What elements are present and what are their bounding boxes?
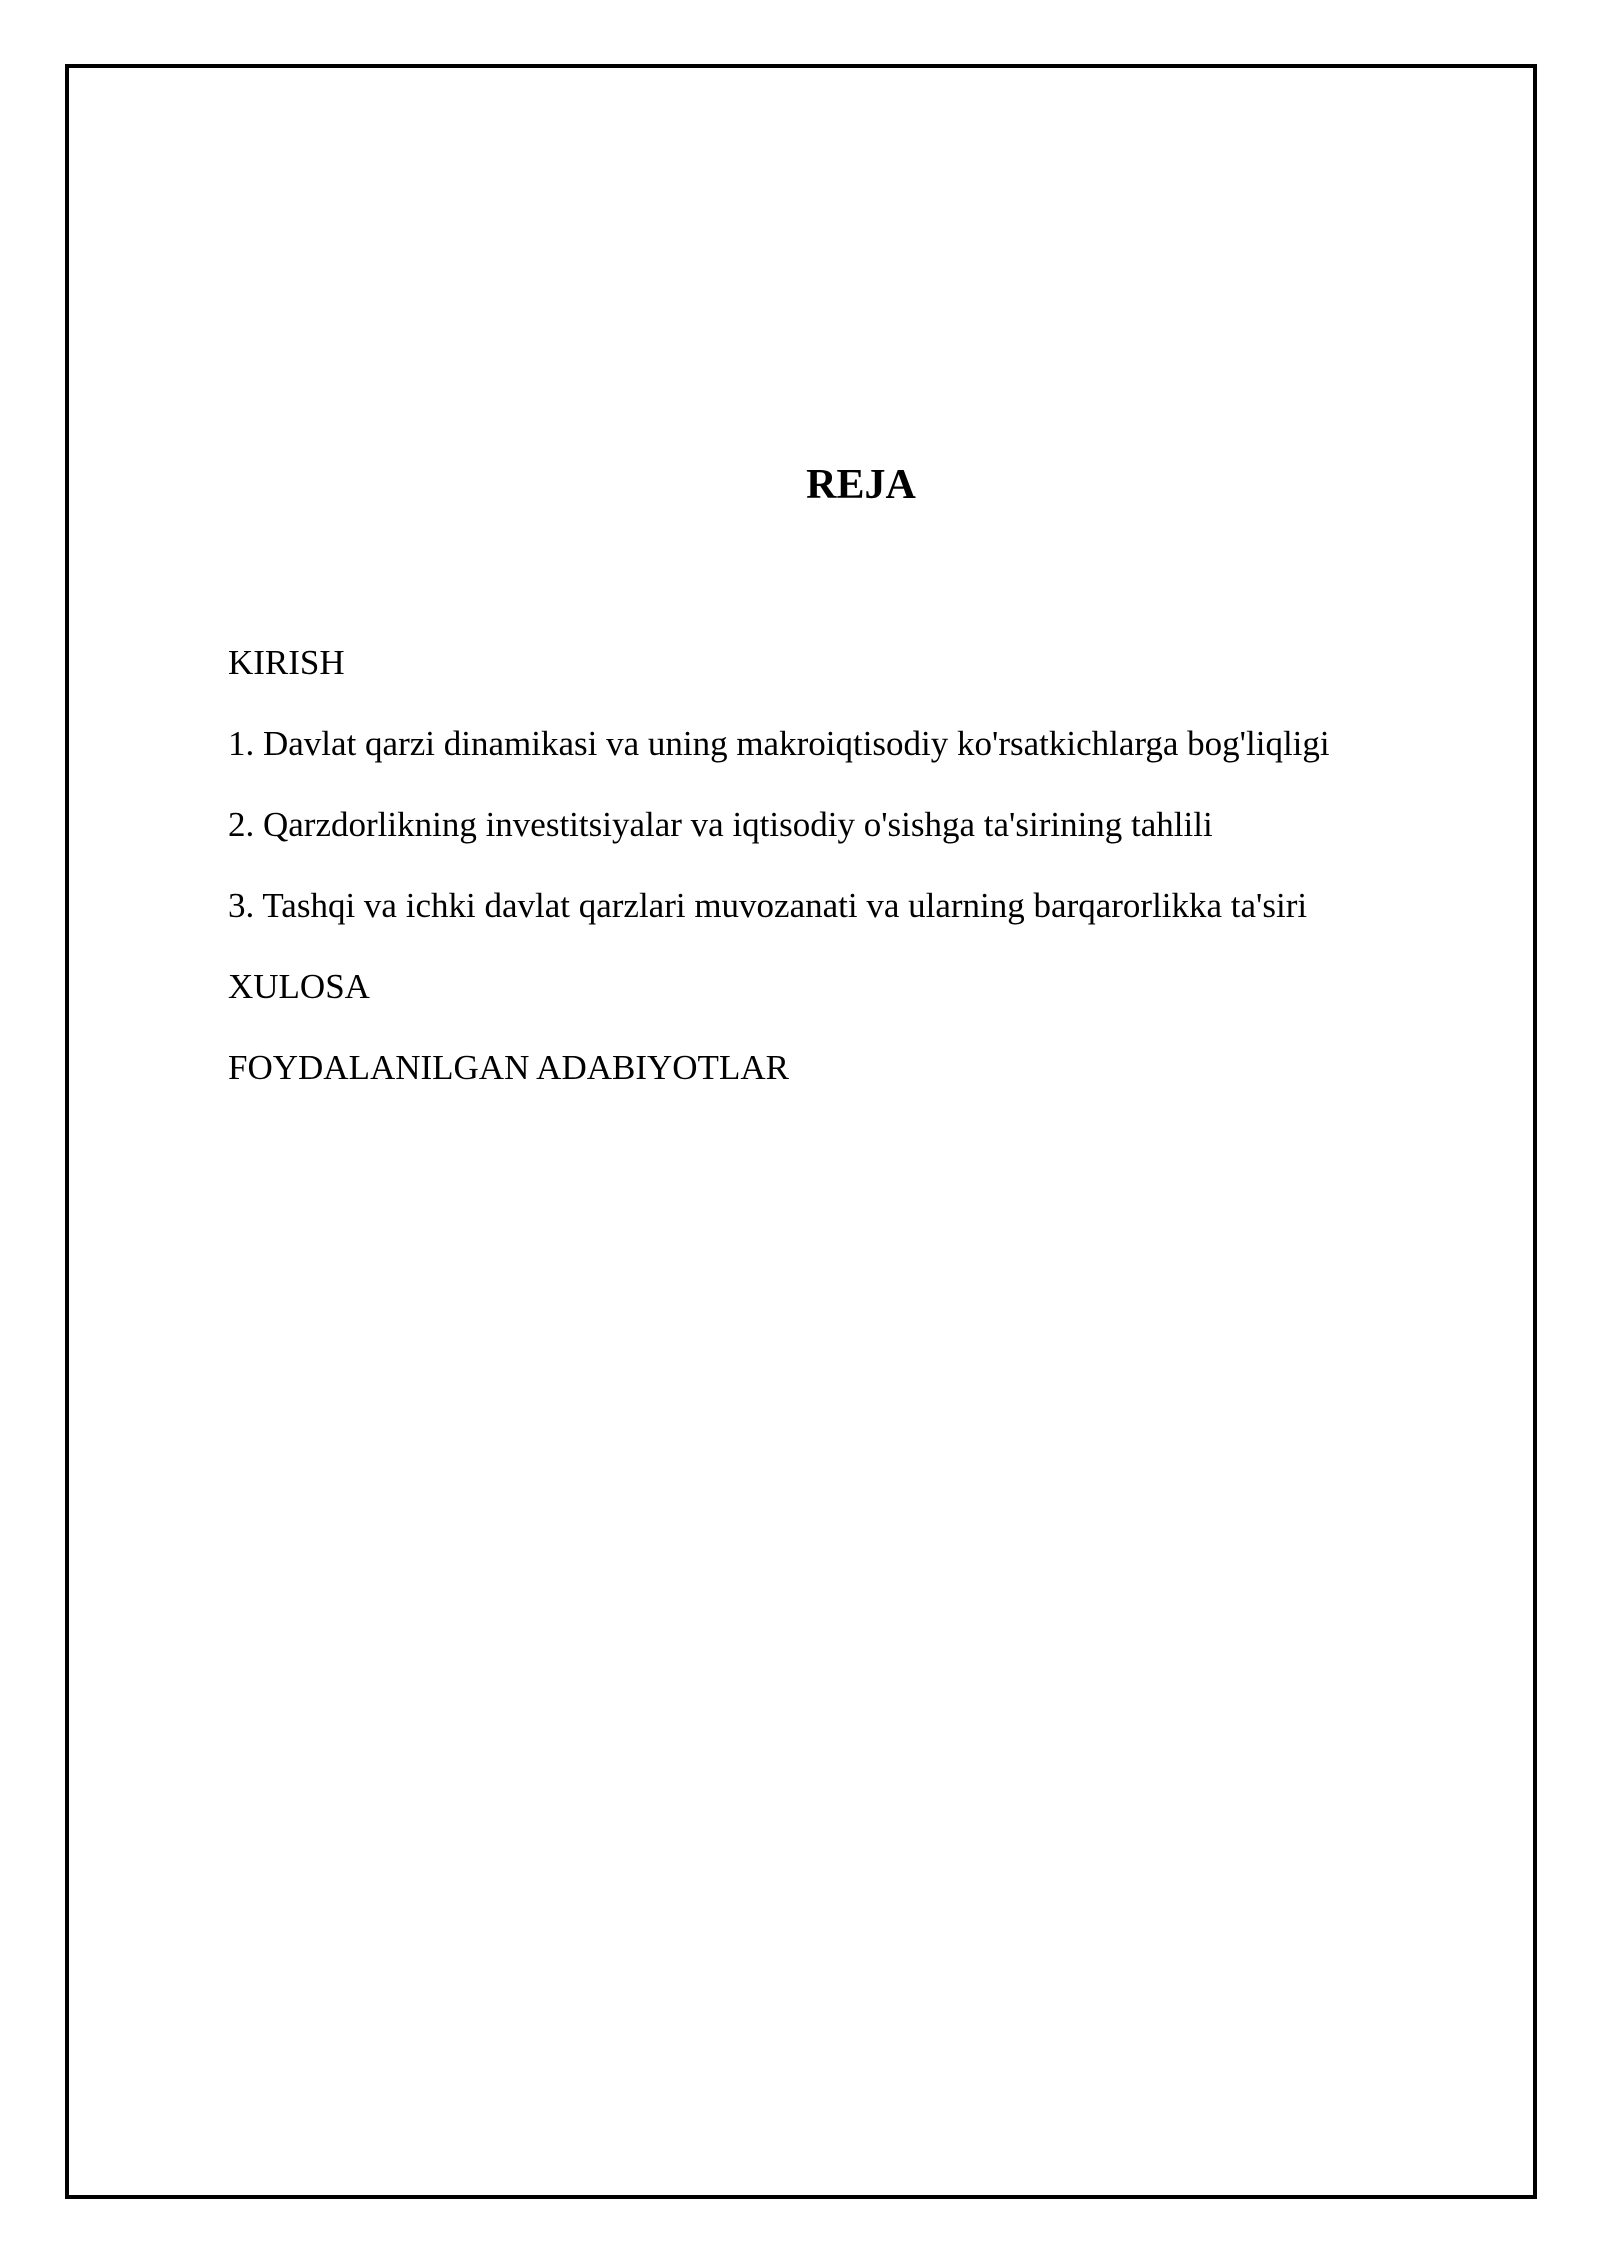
page-title: REJA: [806, 462, 916, 508]
page-border: [65, 64, 1537, 2199]
toc-item-introduction: KIRISH: [228, 643, 345, 682]
toc-item-chapter-3: 3. Tashqi va ichki davlat qarzlari muvozanati va ularning barqarorlikka ta'siri: [228, 886, 1308, 925]
toc-item-chapter-1: 1. Davlat qarzi dinamikasi va uning makroiqtisodiy ko'rsatkichlarga bog'liqligi: [228, 724, 1330, 763]
toc-item-chapter-2: 2. Qarzdorlikning investitsiyalar va iqtisodiy o'sishga ta'sirining tahlili: [228, 805, 1213, 844]
toc-item-conclusion: XULOSA: [228, 967, 370, 1006]
table-of-contents: [228, 641, 1518, 1127]
toc-item-references: FOYDALANILGAN ADABIYOTLAR: [228, 1048, 789, 1087]
